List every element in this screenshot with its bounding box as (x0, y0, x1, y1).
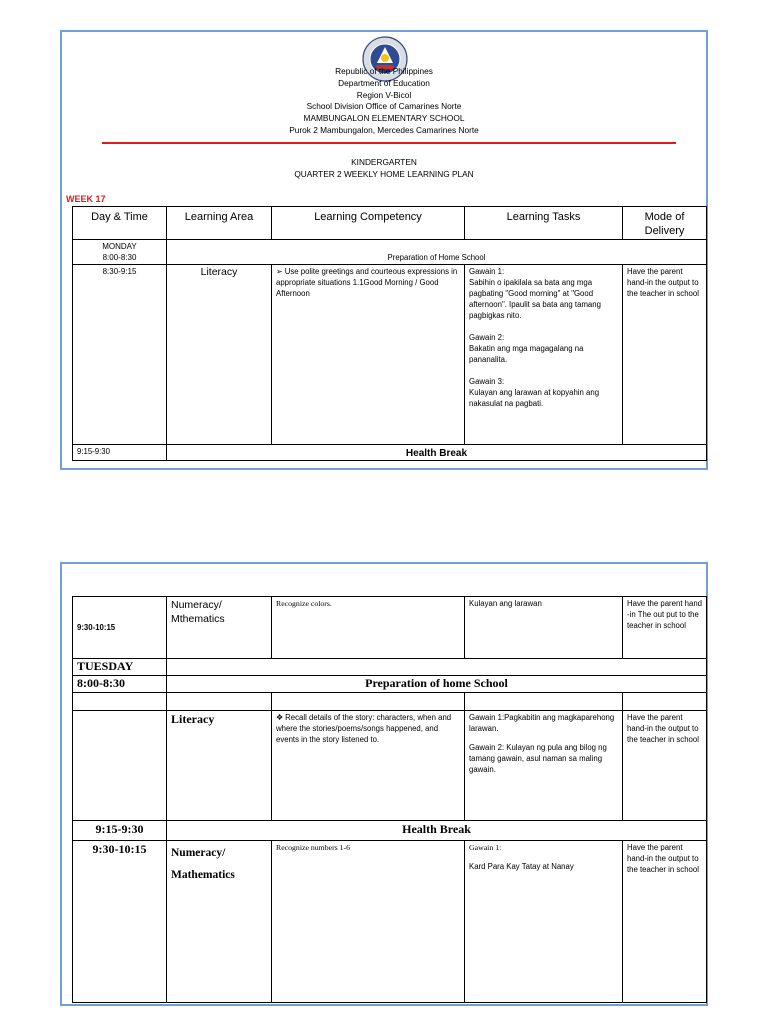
time-cell: 8:00-8:30 (73, 676, 167, 693)
competency-cell: ➢ Use polite greetings and courteous expressions in appropriate situations 1.1Good Morning / Good Afternoon (272, 265, 465, 445)
col-header-learning-tasks: Learning Tasks (465, 207, 623, 240)
competency-cell: Recognize numbers 1-6 (272, 841, 465, 1003)
time-cell (73, 711, 167, 821)
day-label: MONDAY (102, 242, 137, 251)
prep-cell: Preparation of Home School (167, 240, 707, 265)
empty-cell (272, 693, 465, 711)
day-time-cell (73, 240, 167, 265)
table-row (73, 240, 707, 265)
header-line: Department of Education (338, 77, 430, 88)
task-title: Gawain 2: (469, 333, 505, 342)
task-title: Gawain 1: (469, 267, 505, 276)
task-text: Kulayan ang larawan at kopyahin ang nakasulat na pagbati. (469, 388, 600, 408)
week-label: WEEK 17 (66, 194, 106, 204)
grade-level: KINDERGARTEN (351, 157, 417, 167)
page-2 (60, 562, 708, 1006)
day-label: TUESDAY (73, 659, 167, 676)
health-break-cell: Health Break (167, 445, 707, 461)
competency-cell: Recognize colors. (272, 597, 465, 659)
empty-cell (465, 693, 623, 711)
table-header-row (73, 207, 707, 240)
empty-cell (73, 693, 167, 711)
learning-plan-table (72, 206, 707, 461)
table-row (73, 821, 707, 841)
learning-plan-table-continued (72, 596, 707, 1003)
mode-cell: Have the parent hand-in the output to the teacher in school (623, 265, 707, 445)
table-row (73, 445, 707, 461)
header-line: Republic of the Philippines (335, 66, 433, 76)
learning-area-cell (167, 841, 272, 1003)
mode-cell: Have the parent hand-in the output to the teacher in school (623, 711, 707, 821)
tasks-cell (465, 711, 623, 821)
table-row (73, 265, 707, 445)
task-text: Sabihin o ipakilala sa bata ang mga pagbating "Good morning" at "Good afternoon". Ipaulit sa bata ang tamang pagbigkas nito. (469, 278, 601, 320)
task-title: Gawain 3: (469, 377, 505, 386)
header-line: Purok 2 Mambungalon, Mercedes Camarines Norte (289, 124, 479, 135)
time-cell: 9:30-10:15 (73, 841, 167, 1003)
header-line: MAMBUNGALON ELEMENTARY SCHOOL (303, 113, 465, 124)
learning-area-cell: Literacy (167, 265, 272, 445)
table-row (73, 841, 707, 1003)
health-break-cell: Health Break (167, 821, 707, 841)
header-line: School Division Office of Camarines Norte (306, 101, 462, 112)
empty-cell (167, 659, 707, 676)
time-cell: 9:30-10:15 (73, 597, 167, 659)
table-row (73, 693, 707, 711)
prep-cell: Preparation of home School (167, 676, 707, 693)
task-text: Bakatin ang mga magagalang na pananalita. (469, 344, 584, 364)
learning-area-cell: Numeracy/ Mthematics (167, 597, 272, 659)
time-cell: 9:15-9:30 (73, 821, 167, 841)
header-line: Region V-Bicol (356, 89, 412, 100)
tasks-cell (465, 841, 623, 1003)
empty-cell (623, 693, 707, 711)
task-title: Gawain 1: (469, 843, 502, 852)
col-header-learning-area: Learning Area (167, 207, 272, 240)
plan-header (62, 156, 706, 180)
task-text: Kard Para Kay Tatay at Nanay (469, 862, 574, 871)
tasks-cell: Kulayan ang larawan (465, 597, 623, 659)
page-1 (60, 30, 708, 470)
col-header-mode-of-delivery: Mode of Delivery (623, 207, 707, 240)
mode-cell: Have the parent hand -in The out put to the teacher in school (623, 597, 707, 659)
learning-area-line: Numeracy/ (171, 847, 226, 859)
time-cell: 8:30-9:15 (73, 265, 167, 445)
header-divider (102, 142, 676, 144)
mode-cell: Have the parent hand-in the output to the teacher in school (623, 841, 707, 1003)
table-row (73, 659, 707, 676)
col-header-day-time: Day & Time (73, 207, 167, 240)
task-text: Gawain 1:Pagkabitin ang magkaparehong larawan. (469, 713, 615, 733)
learning-area-cell: Literacy (167, 711, 272, 821)
table-row (73, 711, 707, 821)
empty-cell (167, 693, 272, 711)
learning-area-line: Mathematics (171, 869, 235, 881)
col-header-learning-competency: Learning Competency (272, 207, 465, 240)
tasks-cell (465, 265, 623, 445)
school-header (62, 66, 706, 137)
task-text: Gawain 2: Kulayan ng pula ang bilog ng tamang gawain, asul naman sa maling gawain. (469, 743, 607, 774)
table-row (73, 676, 707, 693)
time-label: 8:00-8:30 (102, 253, 137, 262)
plan-title: QUARTER 2 WEEKLY HOME LEARNING PLAN (294, 169, 474, 179)
competency-cell: ❖ Recall details of the story: characters, when and where the stories/poems/songs happened, and events in the story listened to. (272, 711, 465, 821)
table-row (73, 597, 707, 659)
time-cell: 9:15-9:30 (73, 445, 167, 461)
